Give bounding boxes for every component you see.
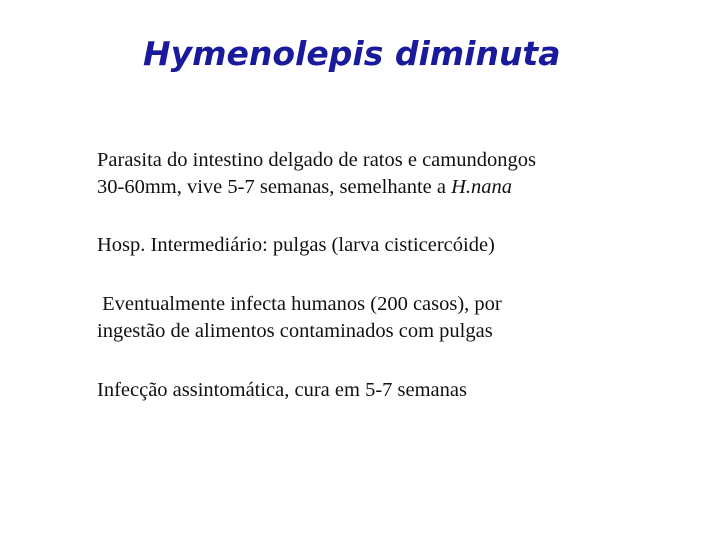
paragraph-line: Hosp. Intermediário: pulgas (larva cisticercóide) (97, 234, 495, 256)
paragraph-line: Eventualmente infecta humanos (200 casos), por (97, 293, 502, 315)
paragraph-intermediate-host (97, 232, 495, 259)
paragraph-description (97, 147, 536, 201)
paragraph-line: ingestão de alimentos contaminados com pulgas (97, 320, 493, 342)
paragraph-line: Infecção assintomática, cura em 5-7 semanas (97, 379, 467, 401)
paragraph-line (97, 174, 536, 201)
species-name-italic: H.nana (451, 176, 513, 198)
paragraph-symptoms (97, 377, 467, 404)
paragraph-text: 30-60mm, vive 5-7 semanas, semelhante a (97, 176, 452, 198)
paragraph-line: Parasita do intestino delgado de ratos e camundongos (97, 149, 536, 171)
paragraph-human-infection (97, 291, 502, 345)
slide-title: Hymenolepis diminuta (143, 34, 561, 73)
